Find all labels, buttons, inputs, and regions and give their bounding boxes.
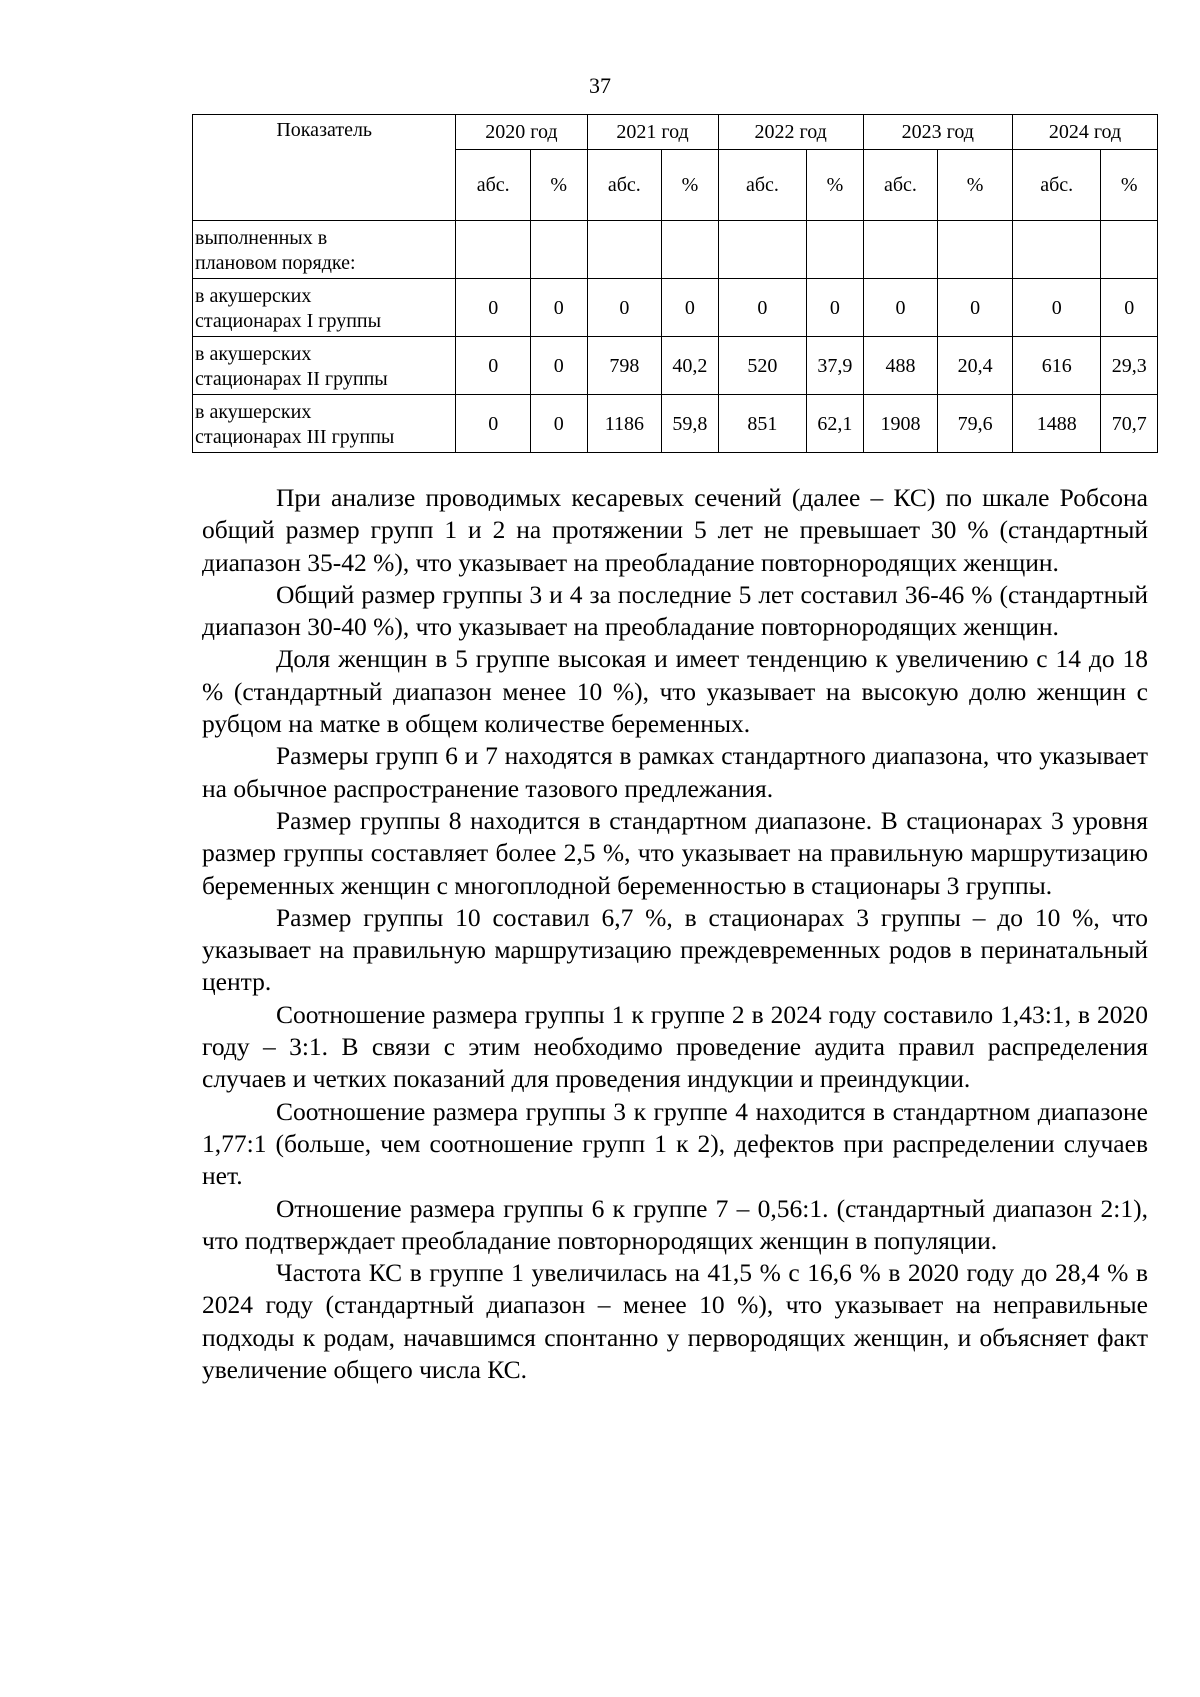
paragraph: Размер группы 8 находится в стандартном диапазоне. В стационарах 3 уровня размер группы составляет более 2,5 %, что указывает на правильную маршрутизацию беременных женщин с многоплодной беременностью в стационары 3 группы.: [202, 805, 1148, 900]
page-number: 37: [589, 73, 611, 98]
year-header: 2021 год: [587, 115, 718, 150]
paragraph: При анализе проводимых кесаревых сечений (далее – КС) по шкале Робсона общий размер групп 1 и 2 на протяжении 5 лет не превышает 30 % (стандартный диапазон 35-42 %), что указывает на преобладание повторнородящих женщин.: [202, 483, 1148, 577]
abs-subheader: абс.: [863, 150, 938, 221]
row-label-line: плановом порядке:: [195, 251, 356, 274]
table-cell: 0: [587, 279, 662, 337]
abs-subheader: абс.: [1012, 150, 1101, 221]
table-cell: 0: [938, 279, 1013, 337]
statistics-table: [192, 114, 1158, 453]
year-header: 2020 год: [456, 115, 587, 150]
row-label-line: выполненных в: [195, 226, 328, 249]
year-header: 2022 год: [718, 115, 863, 150]
row-label-line: стационарах I группы: [195, 309, 382, 332]
table-row: [193, 279, 1158, 337]
percent-subheader: %: [938, 150, 1013, 221]
row-label-line: стационарах III группы: [195, 425, 395, 448]
table-cell: [807, 221, 864, 279]
paragraph: Отношение размера группы 6 к группе 7 – 0,56:1. (стандартный диапазон 2:1), что подтверждает преобладание повторнородящих женщин в популяции.: [202, 1193, 1148, 1255]
table-cell: [938, 221, 1013, 279]
table-cell: 0: [531, 279, 588, 337]
table-cell: 0: [863, 279, 938, 337]
percent-subheader: %: [807, 150, 864, 221]
table-cell: 59,8: [662, 395, 719, 453]
table-cell: 0: [456, 337, 531, 395]
table-cell: 0: [531, 395, 588, 453]
abs-subheader: абс.: [456, 150, 531, 221]
table-cell: 0: [456, 279, 531, 337]
paragraph: Соотношение размера группы 1 к группе 2 в 2024 году составило 1,43:1, в 2020 году – 3:1. В связи с этим необходимо проведение аудита правил распределения случаев и четких показаний для проведения индукции и преиндукции.: [202, 999, 1148, 1094]
table-cell: [531, 221, 588, 279]
year-header: 2024 год: [1012, 115, 1157, 150]
paragraph: Общий размер группы 3 и 4 за последние 5 лет составил 36-46 % (стандартный диапазон 30-40 %), что указывает на преобладание повторнородящих женщин.: [202, 579, 1148, 642]
table-cell: 0: [456, 395, 531, 453]
table-cell: 0: [531, 337, 588, 395]
table-cell: 0: [807, 279, 864, 337]
percent-subheader: %: [1101, 150, 1158, 221]
table-row: [193, 221, 1158, 279]
table-cell: [1101, 221, 1158, 279]
table-cell: [662, 221, 719, 279]
table-cell: [718, 221, 807, 279]
table-cell: 798: [587, 337, 662, 395]
row-label-line: стационарах II группы: [195, 367, 388, 390]
table-cell: 37,9: [807, 337, 864, 395]
table-cell: 0: [718, 279, 807, 337]
body-text: [202, 482, 1148, 1386]
paragraph: Частота КС в группе 1 увеличилась на 41,5 % с 16,6 % в 2020 году до 28,4 % в 2024 году (стандартный диапазон – менее 10 %), что указывает на неправильные подходы к родам, начавшимся спонтанно у первородящих женщин, и объясняет факт увеличение общего числа КС.: [202, 1258, 1148, 1385]
table-cell: [863, 221, 938, 279]
abs-subheader: абс.: [718, 150, 807, 221]
percent-subheader: %: [662, 150, 719, 221]
paragraph: Доля женщин в 5 группе высокая и имеет тенденцию к увеличению с 14 до 18 % (стандартный диапазон менее 10 %), что указывает на высокую долю женщин с рубцом на матке в общем количестве беременных.: [202, 644, 1148, 739]
abs-subheader: абс.: [587, 150, 662, 221]
table-cell: [456, 221, 531, 279]
table-cell: 1186: [587, 395, 662, 453]
row-label: [193, 395, 456, 453]
table-cell: 0: [1101, 279, 1158, 337]
table-cell: 40,2: [662, 337, 719, 395]
table-cell: 20,4: [938, 337, 1013, 395]
indicator-header: Показатель: [193, 115, 456, 221]
table-row: [193, 337, 1158, 395]
paragraph: Соотношение размера группы 3 к группе 4 находится в стандартном диапазоне 1,77:1 (больше, чем соотношение групп 1 к 2), дефектов при распределении случаев нет.: [202, 1096, 1148, 1191]
table-cell: 29,3: [1101, 337, 1158, 395]
table-cell: 0: [1012, 279, 1101, 337]
row-label: [193, 279, 456, 337]
table-cell: 616: [1012, 337, 1101, 395]
table-cell: [587, 221, 662, 279]
paragraph: Размер группы 10 составил 6,7 %, в стационарах 3 группы – до 10 %, что указывает на правильную маршрутизацию преждевременных родов в перинатальный центр.: [202, 902, 1148, 997]
table-cell: [1012, 221, 1101, 279]
table-row: [193, 395, 1158, 453]
paragraph: Размеры групп 6 и 7 находятся в рамках стандартного диапазона, что указывает на обычное распространение тазового предлежания.: [202, 741, 1148, 803]
table-cell: 488: [863, 337, 938, 395]
row-label-line: в акушерских: [195, 342, 312, 365]
row-label: [193, 221, 456, 279]
table-cell: 1488: [1012, 395, 1101, 453]
percent-subheader: %: [531, 150, 588, 221]
table-cell: 62,1: [807, 395, 864, 453]
table-cell: 79,6: [938, 395, 1013, 453]
row-label-line: в акушерских: [195, 284, 312, 307]
year-header-row: [193, 115, 1158, 150]
row-label: [193, 337, 456, 395]
table-cell: 0: [662, 279, 719, 337]
table-cell: 1908: [863, 395, 938, 453]
year-header: 2023 год: [863, 115, 1012, 150]
table-cell: 70,7: [1101, 395, 1158, 453]
table-cell: 851: [718, 395, 807, 453]
row-label-line: в акушерских: [195, 400, 312, 423]
table-cell: 520: [718, 337, 807, 395]
